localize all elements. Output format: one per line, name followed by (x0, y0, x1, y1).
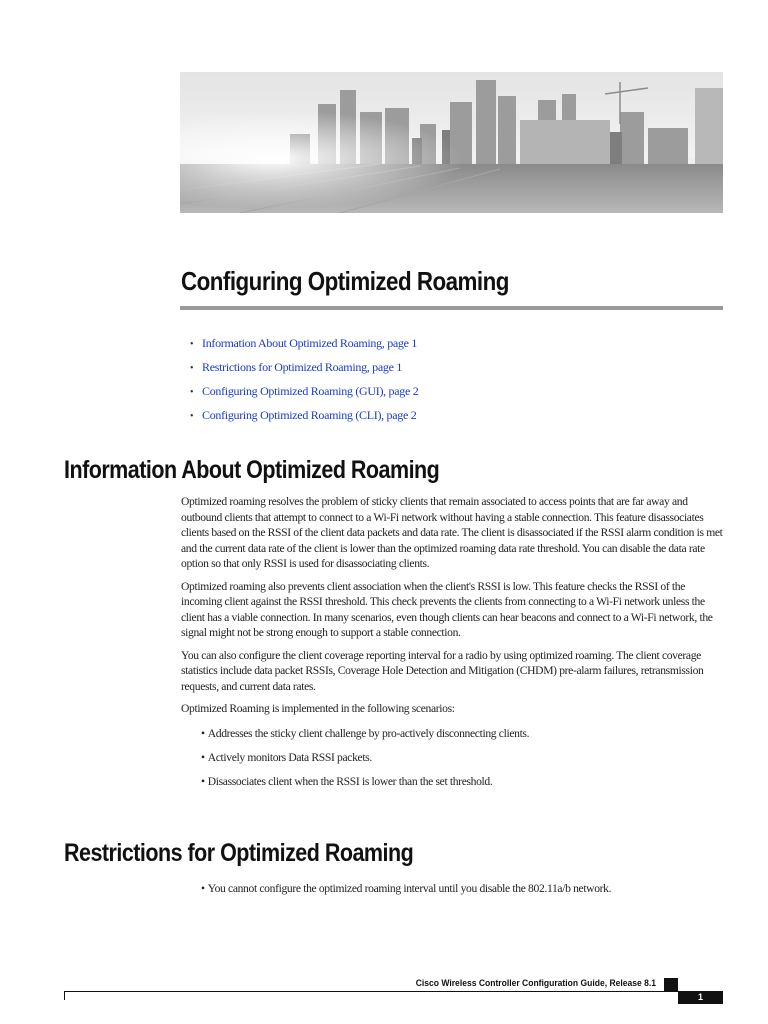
toc-item (190, 335, 418, 359)
chapter-toc (190, 335, 418, 431)
scenario-list (201, 726, 726, 790)
footer-tick (64, 991, 65, 1000)
toc-item (190, 407, 418, 431)
bullet-icon: • (201, 882, 205, 895)
body-paragraph: Optimized Roaming is implemented in the following scenarios: (181, 702, 455, 715)
list-item (201, 726, 726, 742)
section-body-restrictions (201, 881, 721, 905)
bullet-icon: • (190, 339, 194, 350)
city-skyline-banner-image (180, 72, 723, 213)
list-item-text: Addresses the sticky client challenge by pro-actively disconnecting clients. (207, 726, 530, 740)
toc-link-configuring-gui[interactable]: Configuring Optimized Roaming (GUI), page 2 (202, 384, 419, 398)
footer-marker (664, 978, 678, 991)
footer-guide-title: Cisco Wireless Controller Configuration Guide, Release 8.1 (415, 978, 656, 989)
bullet-icon: • (190, 411, 194, 422)
list-item-text: Actively monitors Data RSSI packets. (207, 750, 372, 764)
list-item (201, 881, 721, 897)
bullet-icon: • (190, 387, 194, 398)
list-item (201, 750, 726, 766)
bullet-icon: • (201, 774, 205, 788)
toc-link-restrictions[interactable]: Restrictions for Optimized Roaming, page 1 (202, 360, 403, 374)
section-title-information: Information About Optimized Roaming (64, 456, 440, 484)
list-item-text: Disassociates client when the RSSI is lower than the set threshold. (207, 774, 493, 788)
footer-rule (64, 991, 678, 992)
body-paragraph: Optimized roaming also prevents client association when the client's RSSI is low. This feature checks the RSSI of the incoming client against the RSSI threshold. This check prevents the clients from connecting to a Wi-Fi network unless the client has a viable connection. In many scenarios, even though clients can hear beacons and connect to a Wi-Fi network, the signal might not be strong enough to support a stable connection. (181, 579, 713, 639)
bullet-icon: • (201, 750, 205, 764)
body-paragraph: Optimized roaming resolves the problem of sticky clients that remain associated to access points that are far away and outbound clients that attempt to connect to a Wi-Fi network without having a stable connection. This feature disassociates clients based on the RSSI of the client data packets and data rate. The client is disassociated if the RSSI alarm condition is met and the current data rate of the client is lower than the optimized roaming data rate threshold. You can disable the data rate option so that only RSSI is used for disassociating clients. (181, 495, 723, 570)
toc-link-information[interactable]: Information About Optimized Roaming, page 1 (202, 336, 418, 350)
bullet-icon: • (201, 726, 205, 740)
chapter-title: Configuring Optimized Roaming (181, 266, 509, 296)
section-body-information (181, 494, 726, 798)
restrictions-list (201, 881, 721, 897)
list-item-text: You cannot configure the optimized roaming interval until you disable the 802.11a/b network. (207, 882, 612, 895)
toc-item (190, 359, 418, 383)
section-title-restrictions: Restrictions for Optimized Roaming (64, 839, 414, 867)
bullet-icon: • (190, 363, 194, 374)
toc-item (190, 383, 418, 407)
body-paragraph: You can also configure the client coverage reporting interval for a radio by using optimized roaming. The client coverage statistics include data packet RSSIs, Coverage Hole Detection and Mitigation (CHDM) pre-alarm failures, retransmission requests, and current data rates. (181, 648, 704, 693)
page-number: 1 (678, 991, 723, 1004)
list-item (201, 774, 726, 790)
title-rule (180, 306, 723, 310)
toc-link-configuring-cli[interactable]: Configuring Optimized Roaming (CLI), page 2 (202, 408, 417, 422)
